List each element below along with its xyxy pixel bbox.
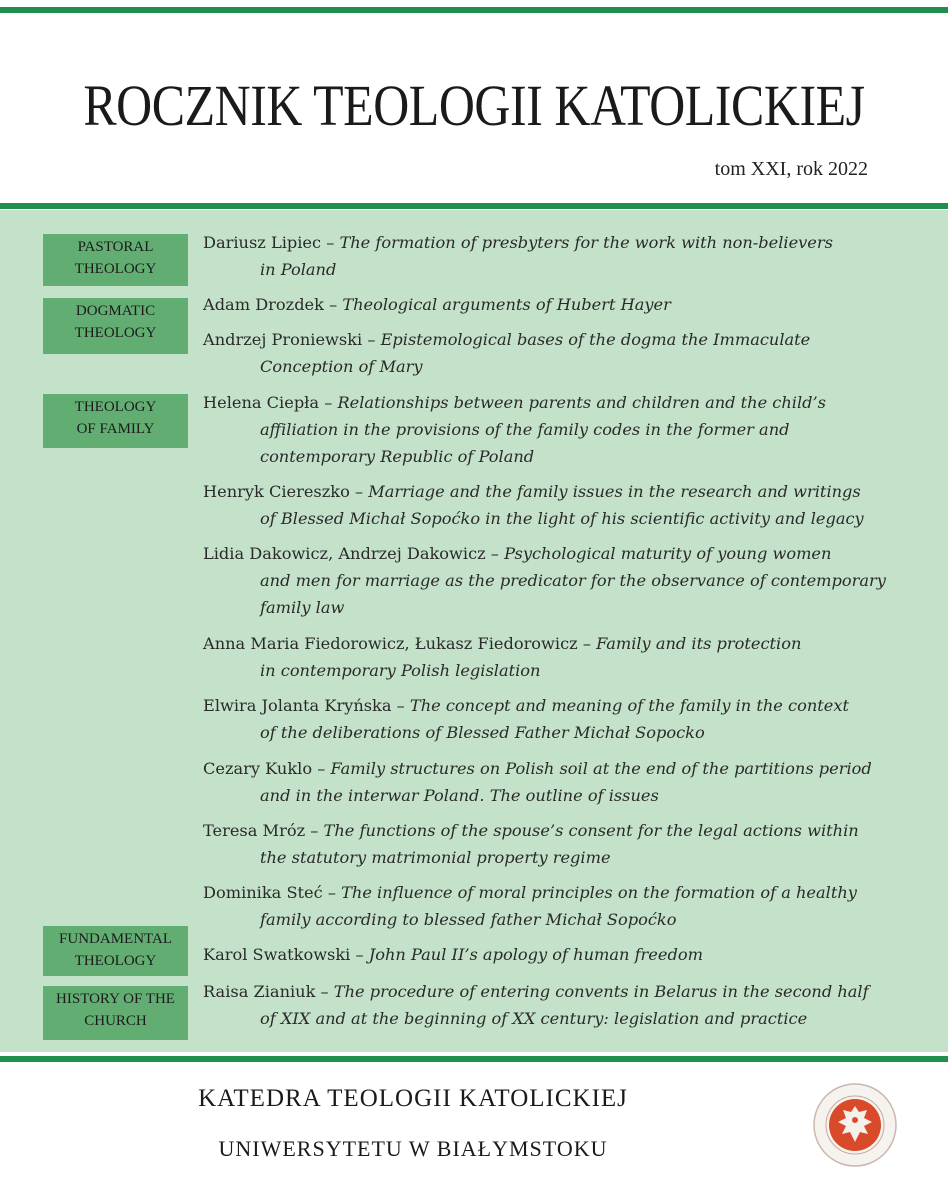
section-label-pastoral-theology: PASTORAL THEOLOGY [43, 234, 188, 286]
top-green-rule [0, 7, 948, 13]
section-label-fundamental-theology: FUNDAMENTAL THEOLOGY [43, 926, 188, 976]
toc-entry: Elwira Jolanta Kryńska – The concept and meaning of the family in the context of the deliberations of Blessed Father Michał Sopocko [203, 696, 849, 742]
toc-entry: Cezary Kuklo – Family structures on Polish soil at the end of the partitions period and in the interwar Poland. The outline of issues [203, 759, 872, 805]
header-green-rule [0, 203, 948, 209]
university-seal-logo [812, 1082, 898, 1168]
volume-info: tom XXI, rok 2022 [714, 158, 868, 180]
toc-entry: Teresa Mróz – The functions of the spouse’s consent for the legal actions within the statutory matrimonial property regime [203, 821, 859, 867]
toc-entry: Dominika Steć – The influence of moral principles on the formation of a healthy family according to blessed father Michał Sopoćko [203, 883, 857, 929]
toc-entry: Adam Drozdek – Theological arguments of Hubert Hayer [203, 295, 671, 314]
toc-entry: Helena Ciepła – Relationships between parents and children and the child’s affiliation in the provisions of the family codes in the former and contemporary Republic of Poland [203, 393, 826, 466]
section-label-history-of-the-church: HISTORY OF THE CHURCH [43, 986, 188, 1040]
section-label-dogmatic-theology: DOGMATIC THEOLOGY [43, 298, 188, 354]
publisher-line-2: UNIWERSYTETU W BIAŁYMSTOKU [218, 1136, 608, 1161]
toc-entry: Karol Swatkowski – John Paul II’s apology of human freedom [203, 945, 703, 964]
journal-title: ROCZNIK TEOLOGII KATOLICKIEJ [83, 73, 865, 138]
toc-entry: Anna Maria Fiedorowicz, Łukasz Fiedorowicz – Family and its protection in contemporary Polish legislation [203, 634, 802, 680]
toc-entry: Lidia Dakowicz, Andrzej Dakowicz – Psychological maturity of young women and men for marriage as the predicator for the observance of contemporary family law [203, 544, 886, 617]
footer-green-rule [0, 1056, 948, 1062]
section-label-theology-of-family: THEOLOGY OF FAMILY [43, 394, 188, 448]
toc-entry: Raisa Zianiuk – The procedure of entering convents in Belarus in the second half of XIX and at the beginning of XX century: legislation and practice [203, 982, 869, 1028]
toc-entry: Andrzej Proniewski – Epistemological bases of the dogma the Immaculate Conception of Mary [203, 330, 811, 376]
toc-entry: Dariusz Lipiec – The formation of presbyters for the work with non-believers in Poland [203, 233, 833, 279]
publisher-line-1: KATEDRA TEOLOGII KATOLICKIEJ [198, 1085, 628, 1112]
toc-entry: Henryk Ciereszko – Marriage and the family issues in the research and writings of Blessed Michał Sopoćko in the light of his scientific activity and legacy [203, 482, 864, 528]
